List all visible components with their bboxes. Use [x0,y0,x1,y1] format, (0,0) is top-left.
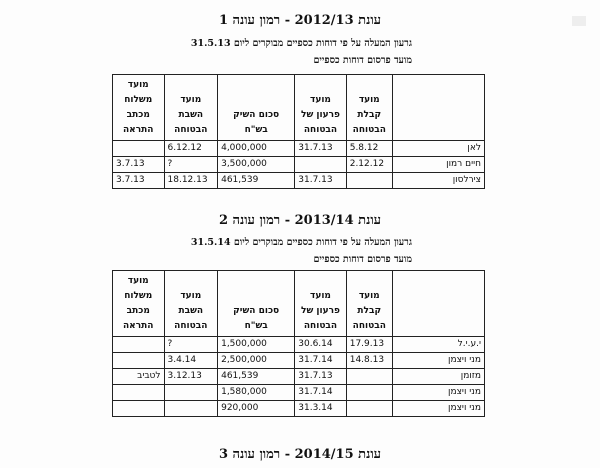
section1-note: מועד פרסום דוחות כספיים [313,55,412,66]
section3-title: עונת 2014/15 - רמון עונה 3 [218,447,382,462]
section1-title: עונת 2012/13 - רמון עונה 1 [218,13,382,28]
cell-amount: 4,000,000 [218,141,295,157]
cell-payment: 31.7.13 [295,173,346,189]
section2-title: עונת 2013/14 - רמון עונה 2 [218,213,382,228]
cell-receive [346,385,392,401]
table-row [113,369,485,385]
cell-payment: 31.7.13 [295,141,346,157]
section2-subtitle: גרעון המעלה על פי דוחות כספיים מבוקרים ליום 31.5.14 [190,237,412,248]
section2-table [112,270,485,417]
cell-name: חיים רמון [392,157,484,173]
header-send: מועד משלוח מכתב התראה [113,271,165,337]
cell-amount: 920,000 [218,401,295,417]
cell-receive [346,173,392,189]
cell-return: 18.12.13 [164,173,218,189]
section2-note: מועד פרסום דוחות כספיים [313,254,412,265]
table-row [113,401,485,417]
cell-name: מני ויצמן [392,401,484,417]
cell-payment: 30.6.14 [295,337,346,353]
cell-receive: 17.9.13 [346,337,392,353]
cell-send [113,337,165,353]
cell-receive: 5.8.12 [346,141,392,157]
cell-receive [346,369,392,385]
section3-title-cutoff [0,442,600,462]
cell-payment: 31.7.14 [295,353,346,369]
cell-name: מני ויצמן [392,385,484,401]
cell-return [164,401,218,417]
header-amount: סכום השיק בש"ח [218,271,295,337]
cell-name: לאן [392,141,484,157]
cell-send [113,353,165,369]
cell-receive: 2.12.12 [346,157,392,173]
header-return: מועד השבת הבטוחה [164,271,218,337]
table-row [113,337,485,353]
table-row [113,141,485,157]
header-payment: מועד פרעון של הבטוחה [295,75,346,141]
header-receive: מועד קבלת הבטוחה [346,75,392,141]
cell-amount: 2,500,000 [218,353,295,369]
cell-payment: 31.7.13 [295,369,346,385]
cell-receive: 14.8.13 [346,353,392,369]
cell-amount: 461,539 [218,173,295,189]
cell-return: 3.4.14 [164,353,218,369]
cell-name: מני ויצמן [392,353,484,369]
cell-amount: 1,500,000 [218,337,295,353]
header-return: מועד השבת הבטוחה [164,75,218,141]
cell-send: לטביב [113,369,165,385]
section1-table [112,74,485,189]
cell-send [113,141,165,157]
cell-amount: 461,539 [218,369,295,385]
cell-name: צירלסון [392,173,484,189]
cell-send [113,401,165,417]
table-row [113,173,485,189]
cell-name: מזומן [392,369,484,385]
cell-payment: 31.7.14 [295,385,346,401]
cell-return: ? [164,337,218,353]
cell-receive [346,401,392,417]
table-row [113,157,485,173]
cell-send: 3.7.13 [113,157,165,173]
cell-return: 6.12.12 [164,141,218,157]
cell-amount: 3,500,000 [218,157,295,173]
table-row [113,353,485,369]
cell-amount: 1,580,000 [218,385,295,401]
header-name [392,75,484,141]
cell-name: י.ע.י.ל [392,337,484,353]
header-name [392,271,484,337]
section1-subtitle: גרעון המעלה על פי דוחות כספיים מבוקרים ליום 31.5.13 [190,38,412,49]
header-payment: מועד פרעון של הבטוחה [295,271,346,337]
cell-payment: 31.3.14 [295,401,346,417]
cell-payment [295,157,346,173]
table-row [113,385,485,401]
cell-return [164,385,218,401]
header-receive: מועד קבלת הבטוחה [346,271,392,337]
header-amount: סכום השיק בש"ח [218,75,295,141]
header-send: מועד משלוח מכתב התראה [113,75,165,141]
cell-send: 3.7.13 [113,173,165,189]
cell-send [113,385,165,401]
cell-return: 3.12.13 [164,369,218,385]
cell-return: ? [164,157,218,173]
